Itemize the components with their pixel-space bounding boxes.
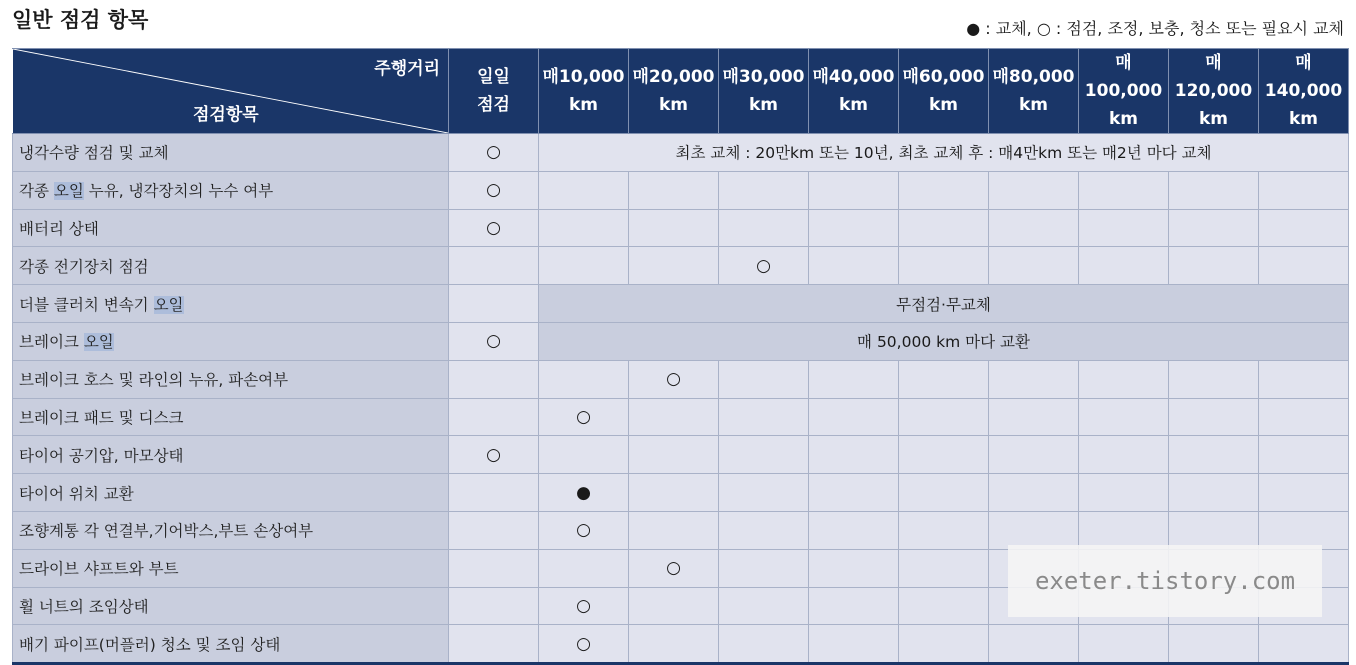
item-cell: 휠 너트의 조임상태 bbox=[13, 587, 449, 625]
table-row bbox=[13, 398, 1349, 436]
header-interval: 매40,000 km bbox=[809, 49, 899, 134]
header-distance-label: 주행거리 bbox=[374, 59, 440, 79]
header-interval: 매80,000 km bbox=[989, 49, 1079, 134]
daily-mark: ○ bbox=[449, 436, 539, 474]
table-row bbox=[13, 474, 1349, 512]
interval-mark: ○ bbox=[719, 247, 809, 285]
table-row bbox=[13, 322, 1349, 360]
table-row bbox=[13, 285, 1349, 323]
table-row bbox=[13, 625, 1349, 664]
interval-mark: ○ bbox=[539, 511, 629, 549]
span-note: 최초 교체 : 20만km 또는 10년, 최초 교체 후 : 매4만km 또는 매2년 마다 교체 bbox=[539, 134, 1349, 172]
legend: ● : 교체, ○ : 점검, 조정, 보충, 청소 또는 필요시 교체 bbox=[966, 19, 1344, 38]
table-row bbox=[13, 436, 1349, 474]
interval-mark: ● bbox=[539, 474, 629, 512]
item-cell: 브레이크 호스 및 라인의 누유, 파손여부 bbox=[13, 360, 449, 398]
span-note: 무점검·무교체 bbox=[539, 285, 1349, 323]
span-note: 매 50,000 km 마다 교환 bbox=[539, 322, 1349, 360]
daily-mark: ○ bbox=[449, 322, 539, 360]
interval-mark: ○ bbox=[539, 625, 629, 664]
table-row bbox=[13, 247, 1349, 285]
item-cell: 배터리 상태 bbox=[13, 209, 449, 247]
header-row bbox=[13, 49, 1349, 134]
item-cell: 브레이크 패드 및 디스크 bbox=[13, 398, 449, 436]
interval-mark: ○ bbox=[629, 549, 719, 587]
watermark: exeter.tistory.com bbox=[1008, 545, 1322, 617]
header-interval: 매20,000 km bbox=[629, 49, 719, 134]
header-interval: 매120,000 km bbox=[1169, 49, 1259, 134]
daily-mark: ○ bbox=[449, 209, 539, 247]
table-row bbox=[13, 511, 1349, 549]
item-cell: 조향계통 각 연결부,기어박스,부트 손상여부 bbox=[13, 511, 449, 549]
table-row bbox=[13, 171, 1349, 209]
interval-mark: ○ bbox=[629, 360, 719, 398]
item-cell: 더블 클러치 변속기 오일 bbox=[13, 285, 449, 323]
header-item-label: 점검항목 bbox=[193, 105, 259, 125]
header-interval: 매10,000 km bbox=[539, 49, 629, 134]
interval-mark: ○ bbox=[539, 587, 629, 625]
header-interval: 매60,000 km bbox=[899, 49, 989, 134]
item-cell: 타이어 공기압, 마모상태 bbox=[13, 436, 449, 474]
header-interval: 매30,000 km bbox=[719, 49, 809, 134]
item-cell: 배기 파이프(머플러) 청소 및 조임 상태 bbox=[13, 625, 449, 664]
item-cell: 드라이브 샤프트와 부트 bbox=[13, 549, 449, 587]
page-title: 일반 점검 항목 bbox=[12, 8, 149, 32]
daily-mark: ○ bbox=[449, 134, 539, 172]
item-cell: 각종 전기장치 점검 bbox=[13, 247, 449, 285]
item-cell: 타이어 위치 교환 bbox=[13, 474, 449, 512]
header-diagonal-cell bbox=[13, 49, 449, 134]
interval-mark: ○ bbox=[539, 398, 629, 436]
header-daily: 일일 점검 bbox=[449, 49, 539, 134]
item-cell: 냉각수량 점검 및 교체 bbox=[13, 134, 449, 172]
table-row bbox=[13, 134, 1349, 172]
header-interval: 매140,000 km bbox=[1259, 49, 1349, 134]
daily-mark: ○ bbox=[449, 171, 539, 209]
item-cell: 각종 오일 누유, 냉각장치의 누수 여부 bbox=[13, 171, 449, 209]
table-row bbox=[13, 209, 1349, 247]
table-row bbox=[13, 360, 1349, 398]
header-interval: 매100,000 km bbox=[1079, 49, 1169, 134]
item-cell: 브레이크 오일 bbox=[13, 322, 449, 360]
